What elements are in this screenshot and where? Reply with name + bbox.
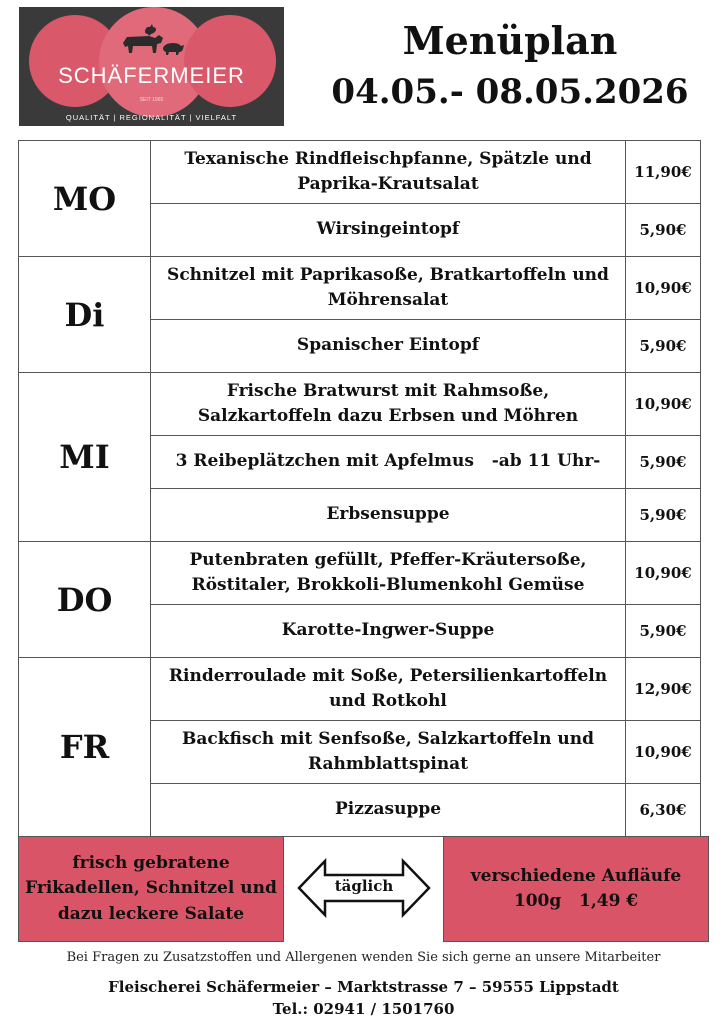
dish-price: 10,90€ bbox=[634, 743, 692, 761]
dish-name: Spanischer Eintopf bbox=[151, 320, 626, 372]
daily-right-line: 100g 1,49 € bbox=[513, 891, 639, 911]
dish-price: 5,90€ bbox=[639, 506, 687, 524]
dish-name: Backfisch mit Senfsoße, Salzkartoffeln und Rahmblattspinat bbox=[151, 721, 626, 783]
dish-price: 10,90€ bbox=[634, 395, 692, 413]
day-row-mi bbox=[19, 373, 700, 542]
daily-left-line: frisch gebratene bbox=[72, 852, 230, 873]
day-label: FR bbox=[19, 658, 151, 836]
dish-name: Erbsensuppe bbox=[151, 489, 626, 541]
dish-list bbox=[151, 257, 700, 372]
dish-row bbox=[151, 141, 700, 204]
footer-phone: Tel.: 02941 / 1501760 bbox=[272, 1000, 455, 1018]
day-row-fr bbox=[19, 658, 700, 836]
dish-row bbox=[151, 373, 700, 436]
dish-name: Frische Bratwurst mit Rahmsoße, Salzkartoffeln dazu Erbsen und Möhren bbox=[151, 373, 626, 435]
page-title: Menüplan bbox=[402, 18, 618, 63]
daily-offer-box-left bbox=[18, 836, 284, 942]
dish-price: 5,90€ bbox=[639, 453, 687, 471]
dish-row bbox=[151, 204, 700, 256]
menu-table bbox=[18, 140, 701, 837]
dish-price: 10,90€ bbox=[634, 279, 692, 297]
daily-right-line: verschiedene Aufläufe bbox=[470, 865, 682, 886]
dish-name: Texanische Rindfleischpfanne, Spätzle und Paprika-Krautsalat bbox=[151, 141, 626, 203]
day-label: Di bbox=[19, 257, 151, 372]
day-label: DO bbox=[19, 542, 151, 657]
dish-price: 6,30€ bbox=[639, 801, 687, 819]
daily-left-line: Frikadellen, Schnitzel und bbox=[25, 878, 277, 899]
date-range: 04.05.- 08.05.2026 bbox=[331, 72, 689, 112]
dish-row bbox=[151, 436, 700, 489]
dish-name: Schnitzel mit Paprikasoße, Bratkartoffeln und Möhrensalat bbox=[151, 257, 626, 319]
dish-name: 3 Reibeplätzchen mit Apfelmus -ab 11 Uhr- bbox=[151, 436, 626, 488]
footer-address: Fleischerei Schäfermeier – Marktstrasse 7 – 59555 Lippstadt bbox=[108, 978, 619, 996]
day-row-mo bbox=[19, 141, 700, 257]
logo-brand-name: SCHÄFERMEIER bbox=[58, 63, 245, 88]
dish-row bbox=[151, 721, 700, 784]
dish-price: 5,90€ bbox=[639, 622, 687, 640]
dish-name: Putenbraten gefüllt, Pfeffer-Kräutersoße, Röstitaler, Brokkoli-Blumenkohl Gemüse bbox=[151, 542, 626, 604]
dish-row bbox=[151, 605, 700, 657]
daily-label: täglich bbox=[334, 877, 394, 895]
dish-list bbox=[151, 373, 700, 541]
dish-price: 10,90€ bbox=[634, 564, 692, 582]
dish-name: Pizzasuppe bbox=[151, 784, 626, 836]
day-row-do bbox=[19, 542, 700, 658]
daily-offer-box-right bbox=[443, 836, 709, 942]
dish-price: 5,90€ bbox=[639, 221, 687, 239]
dish-list bbox=[151, 141, 700, 256]
day-row-di bbox=[19, 257, 700, 373]
day-label: MO bbox=[19, 141, 151, 256]
dish-row bbox=[151, 784, 700, 836]
logo-circle-right bbox=[184, 15, 276, 107]
logo-tagline: QUALITÄT | REGIONALITÄT | VIELFALT bbox=[65, 113, 238, 122]
allergen-note: Bei Fragen zu Zusatzstoffen und Allergenen wenden Sie sich gerne an unsere Mitarbeiter bbox=[66, 950, 661, 965]
dish-row bbox=[151, 320, 700, 372]
dish-row bbox=[151, 542, 700, 605]
logo-since: SEIT 1965 bbox=[139, 97, 164, 103]
company-logo bbox=[19, 7, 284, 126]
day-label: MI bbox=[19, 373, 151, 541]
dish-list bbox=[151, 658, 700, 836]
dish-name: Karotte-Ingwer-Suppe bbox=[151, 605, 626, 657]
dish-row bbox=[151, 489, 700, 541]
dish-row bbox=[151, 658, 700, 721]
dish-row bbox=[151, 257, 700, 320]
farm-animals-icon bbox=[119, 21, 189, 61]
dish-price: 11,90€ bbox=[634, 163, 692, 181]
dish-price: 5,90€ bbox=[639, 337, 687, 355]
dish-name: Wirsingeintopf bbox=[151, 204, 626, 256]
dish-list bbox=[151, 542, 700, 657]
dish-name: Rinderroulade mit Soße, Petersilienkartoffeln und Rotkohl bbox=[151, 658, 626, 720]
dish-price: 12,90€ bbox=[634, 680, 692, 698]
daily-left-line: dazu leckere Salate bbox=[57, 903, 245, 924]
